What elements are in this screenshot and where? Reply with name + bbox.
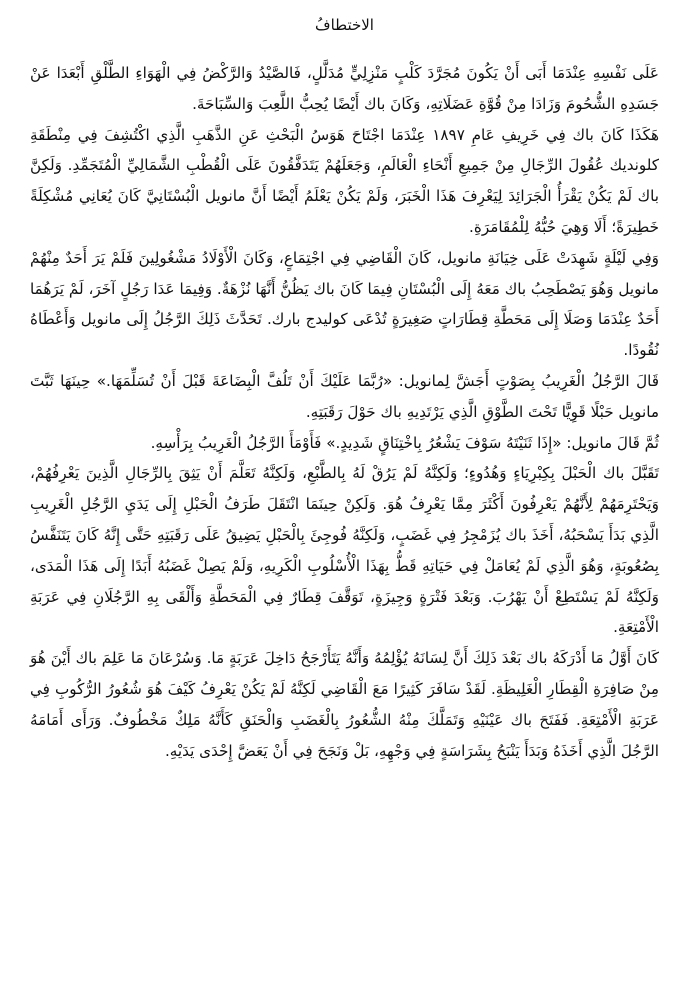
paragraph-2: هَكَذَا كَانَ باك فِي خَرِيفِ عَامِ ١٨٩٧ عِنْدَمَا اجْتَاحَ هَوَسُ الْبَحْثِ عَنِ الذَّهَبِ الَّذِي اكْتُشِفَ فِي مِنْطَقَةِ كلونديك عُقُولَ الرِّجَالِ مِنْ جَمِيعِ أَنْحَاءِ الْعَالَمِ، وَجَعَلَهُمْ يَتَدَفَّقُونَ عَلَى الْقُطْبِ الشَّمَالِيِّ الْمُتَجَمِّدِ. وَلَكِنَّ باك لَمْ يَكُنْ يَقْرَأُ الْجَرَائِدَ لِيَعْرِفَ هَذَا الْخَبَرَ، وَلَمْ يَكُنْ يَعْلَمُ أَيْضًا أَنَّ مانويل الْبُسْتَانِيَّ كَانَ يُعَانِي مُشْكِلَةً خَطِيرَةً؛ أَلَا وَهِيَ حُبُّهُ لِلْمُقَامَرَةِ. <box>30 125 659 236</box>
paragraph-4: قَالَ الرَّجُلُ الْغَرِيبُ بِصَوْتٍ أَجَشَّ لِمانويل: «رُبَّمَا عَلَيْكَ أَنْ تَلُفَّ الْبِضَاعَةَ قَبْلَ أَنْ تُسَلِّمَهَا.» حِينَهَا ثَبَّتَ مانويل حَبْلًا قَوِيًّا تَحْتَ الطَّوْقِ الَّذِي يَرْتَدِيهِ باك حَوْلَ رَقَبَتِهِ. <box>30 371 659 421</box>
paragraph-6: تَقَبَّلَ باك الْحَبْلَ بِكِبْرِيَاءٍ وَهُدُوءٍ؛ وَلَكِنَّهُ لَمْ يَرُقْ لَهُ بِالطَّبْعِ، وَلَكِنَّهُ تَعَلَّمَ أَنْ يَثِقَ بِالرِّجَالِ الَّذِينَ يَعْرِفُهُمْ، وَيَحْتَرِمَهُمْ لِأَنَّهُمْ يَعْرِفُونَ أَكْثَرَ مِمَّا يَعْرِفُ هُوَ. وَلَكِنْ حِينَمَا انْتَقَلَ طَرَفُ الْحَبْلِ إِلَى يَدَيِ الرَّجُلِ الْغَرِيبِ الَّذِي بَدَأَ يَسْحَبُهُ، أَخَذَ باك يُزَمْجِرُ فِي غَضَبٍ، وَلَكِنَّهُ فُوجِئَ بِالْحَبْلِ يَضِيقُ عَلَى رَقَبَتِهِ حَتَّى إِنَّهُ كَانَ يَتَنَفَّسُ بِصُعُوبَةٍ، وَهُوَ الَّذِي لَمْ يُعَامَلْ فِي حَيَاتِهِ قَطُّ بِهَذَا الْأُسْلُوبِ الْكَرِيهِ، وَلَمْ يَصِلْ غَضَبُهُ أَبَدًا إِلَى هَذَا الْمَدَى، وَلَكِنَّهُ لَمْ يَسْتَطِعْ أَنْ يَهْرُبَ. وَبَعْدَ فَتْرَةٍ وَجِيزَةٍ، تَوَقَّفَ قِطَارٌ فِي الْمَحَطَّةِ وَأَلْقَى بِهِ الرَّجُلَانِ فِي عَرَبَةِ الْأَمْتِعَةِ. <box>30 464 659 637</box>
paragraph-3: وَفِي لَيْلَةٍ شَهِدَتْ عَلَى خِيَانَةِ مانويل، كَانَ الْقَاضِي فِي اجْتِمَاعٍ، وَكَانَ الْأَوْلَادُ مَشْغُولِينَ فَلَمْ يَرَ أَحَدٌ مِنْهُمْ مانويل وَهُوَ يَصْطَحِبُ باك مَعَهُ إِلَى الْبُسْتَانِ فِيمَا كَانَ باك يَظُنُّ أَنَّهَا نُزْهَةٌ. وَفِيمَا عَدَا رَجُلٍ آخَرَ، لَمْ يَرَهُمَا أَحَدٌ عِنْدَمَا وَصَلَا إِلَى مَحَطَّةِ قِطَارَاتٍ صَغِيرَةٍ تُدْعَى كوليدج بارك. تَحَدَّثَ ذَلِكَ الرَّجُلُ إِلَى مانويل وَأَعْطَاهُ نُقُودًا. <box>30 248 659 360</box>
paragraph-1: عَلَى نَفْسِهِ عِنْدَمَا أَبَى أَنْ يَكُونَ مُجَرَّدَ كَلْبٍ مَنْزِلِيٍّ مُدَلَّلٍ، فَالصَّيْدُ وَالرَّكْضُ فِي الْهَوَاءِ الطَّلْقِ أَبْعَدَا عَنْ جَسَدِهِ الشُّحُومَ وَزَادَا مِنْ قُوَّةِ عَضَلَاتِهِ، وَكَانَ باك أَيْضًا يُحِبُّ اللَّعِبَ وَالسِّبَاحَةَ. <box>30 64 659 113</box>
paragraph-7: كَانَ أَوَّلُ مَا أَدْرَكَهُ باك بَعْدَ ذَلِكَ أَنَّ لِسَانَهُ يُؤْلِمُهُ وَأَنَّهُ يَتَأَرْجَحُ دَاخِلَ عَرَبَةٍ مَا. وَسُرْعَانَ مَا عَلِمَ باك أَيْنَ هُوَ مِنْ صَافِرَةِ الْقِطَارِ الْغَلِيظَةِ. لَقَدْ سَافَرَ كَثِيرًا مَعَ الْقَاضِي لَكِنَّهُ لَمْ يَكُنْ يَعْرِفُ كَيْفَ هُوَ شُعُورُ الرُّكُوبِ فِي عَرَبَةِ الْأَمْتِعَةِ. فَفَتَحَ باك عَيْنَيْهِ وَتَمَلَّكَ مِنْهُ الشُّعُورُ بِالْغَضَبِ وَالْحَنَقِ كَأَنَّهُ مَلِكٌ مَخْطُوفٌ. وَرَأَى أَمَامَهُ الرَّجُلَ الَّذِي أَخَذَهُ وَبَدَأَ يَنْبَحُ بِشَرَاسَةٍ فِي وَجْهِهِ، بَلْ وَنَجَحَ فِي أَنْ يَعَضَّ إِحْدَى يَدَيْهِ. <box>30 649 659 760</box>
chapter-header-title: الاختطافُ <box>315 16 374 34</box>
body-text <box>30 58 659 766</box>
paragraph-5: ثُمَّ قَالَ مانويل: «إِذَا ثَنَيْتَهُ سَوْفَ يَشْعُرُ بِاخْتِنَاقٍ شَدِيدٍ.» فَأَوْمَأَ الرَّجُلُ الْغَرِيبُ بِرَأْسِهِ. <box>150 433 659 452</box>
